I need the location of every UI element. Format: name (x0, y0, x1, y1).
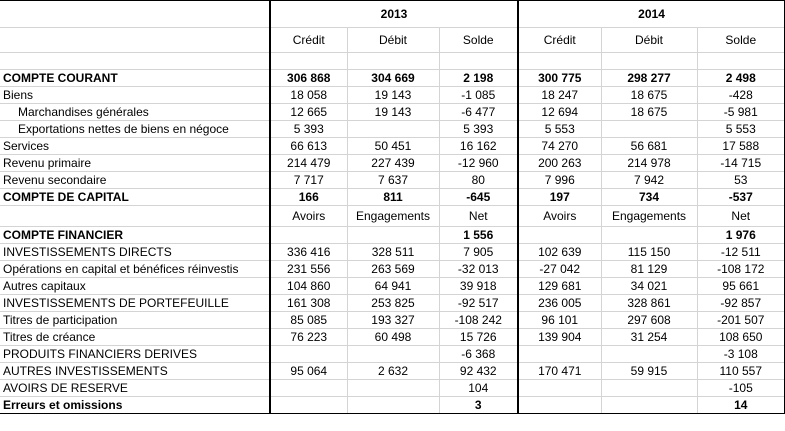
value-net-2014: -108 172 (697, 261, 785, 278)
value-net-2014: -105 (697, 380, 785, 397)
value-credit-2014: 74 270 (518, 138, 601, 155)
row-label: INVESTISSEMENTS DIRECTS (0, 244, 270, 261)
column-header-engagements-2013: Engagements (347, 206, 439, 227)
row-label: Exportations nettes de biens en négoce (0, 121, 270, 138)
value-credit-2014: 12 694 (518, 104, 601, 121)
value-engagements-2013 (347, 346, 439, 363)
value-engagements-2014: 297 608 (601, 312, 697, 329)
value-debit-2013: 19 143 (347, 87, 439, 104)
value-net-2013: -108 242 (439, 312, 518, 329)
table-row (0, 70, 785, 87)
spacer-cell (270, 53, 347, 70)
spacer-cell (439, 53, 518, 70)
table-body (0, 1, 785, 414)
value-net-2014: 108 650 (697, 329, 785, 346)
value-engagements-2013: 253 825 (347, 295, 439, 312)
column-header-debit-2013: Débit (347, 28, 439, 53)
value-net-2013: 1 556 (439, 227, 518, 244)
value-engagements-2013 (347, 380, 439, 397)
financial-header-label-cell (0, 206, 270, 227)
table-row (0, 346, 785, 363)
empty-cell (518, 227, 601, 244)
empty-cell (270, 227, 347, 244)
table-row (0, 87, 785, 104)
value-avoirs-2013 (270, 346, 347, 363)
row-label: Autres capitaux (0, 278, 270, 295)
value-engagements-2013: 64 941 (347, 278, 439, 295)
value-avoirs-2013 (270, 380, 347, 397)
value-engagements-2014 (601, 346, 697, 363)
column-header-credit-2013: Crédit (270, 28, 347, 53)
value-solde-2013: 2 198 (439, 70, 518, 87)
empty-cell (601, 227, 697, 244)
value-avoirs-2013: 336 416 (270, 244, 347, 261)
value-avoirs-2014: 236 005 (518, 295, 601, 312)
value-credit-2013: 66 613 (270, 138, 347, 155)
value-avoirs-2013: 95 064 (270, 363, 347, 380)
column-header-debit-2014: Débit (601, 28, 697, 53)
value-engagements-2014 (601, 380, 697, 397)
value-credit-2013: 214 479 (270, 155, 347, 172)
value-credit-2014: 7 996 (518, 172, 601, 189)
corner-cell (0, 1, 270, 28)
value-solde-2014: 17 588 (697, 138, 785, 155)
spacer-cell (0, 53, 270, 70)
table-row (0, 189, 785, 206)
value-credit-2013: 306 868 (270, 70, 347, 87)
value-avoirs-2014 (518, 397, 601, 414)
column-header-credit-2014: Crédit (518, 28, 601, 53)
row-label: COMPTE DE CAPITAL (0, 189, 270, 206)
value-avoirs-2013: 85 085 (270, 312, 347, 329)
value-credit-2013: 5 393 (270, 121, 347, 138)
row-label: PRODUITS FINANCIERS DERIVES (0, 346, 270, 363)
value-debit-2013: 7 637 (347, 172, 439, 189)
table-row (0, 397, 785, 414)
value-solde-2013: -12 960 (439, 155, 518, 172)
value-debit-2013: 50 451 (347, 138, 439, 155)
value-engagements-2013: 2 632 (347, 363, 439, 380)
value-credit-2014: 18 247 (518, 87, 601, 104)
year-header-2014: 2014 (518, 1, 785, 28)
row-label: AUTRES INVESTISSEMENTS (0, 363, 270, 380)
value-net-2013: -92 517 (439, 295, 518, 312)
value-credit-2013: 7 717 (270, 172, 347, 189)
column-header-net-2014: Net (697, 206, 785, 227)
value-engagements-2014: 31 254 (601, 329, 697, 346)
value-solde-2014: 53 (697, 172, 785, 189)
table-row (0, 278, 785, 295)
value-engagements-2014: 34 021 (601, 278, 697, 295)
row-label: Titres de participation (0, 312, 270, 329)
value-debit-2013: 19 143 (347, 104, 439, 121)
year-header-row (0, 1, 785, 28)
value-credit-2013: 18 058 (270, 87, 347, 104)
table-row (0, 155, 785, 172)
row-label: Marchandises générales (0, 104, 270, 121)
value-avoirs-2014 (518, 380, 601, 397)
value-debit-2013: 227 439 (347, 155, 439, 172)
value-net-2013: 15 726 (439, 329, 518, 346)
value-net-2013: 7 905 (439, 244, 518, 261)
value-solde-2013: 80 (439, 172, 518, 189)
value-solde-2014: 2 498 (697, 70, 785, 87)
row-label: INVESTISSEMENTS DE PORTEFEUILLE (0, 295, 270, 312)
table-row (0, 244, 785, 261)
year-header-2013: 2013 (270, 1, 518, 28)
value-net-2014: 1 976 (697, 227, 785, 244)
table-row (0, 172, 785, 189)
value-debit-2014: 18 675 (601, 87, 697, 104)
value-debit-2013: 811 (347, 189, 439, 206)
value-net-2014: -3 108 (697, 346, 785, 363)
spacer-row (0, 53, 785, 70)
value-avoirs-2013: 231 556 (270, 261, 347, 278)
value-engagements-2013: 60 498 (347, 329, 439, 346)
table-row (0, 329, 785, 346)
table-row (0, 295, 785, 312)
value-net-2014: 14 (697, 397, 785, 414)
row-label: Revenu primaire (0, 155, 270, 172)
value-avoirs-2013: 104 860 (270, 278, 347, 295)
value-solde-2014: -5 981 (697, 104, 785, 121)
value-engagements-2014: 115 150 (601, 244, 697, 261)
column-header-label-cell (0, 28, 270, 53)
value-net-2013: -6 368 (439, 346, 518, 363)
value-debit-2014 (601, 121, 697, 138)
value-engagements-2013: 263 569 (347, 261, 439, 278)
value-net-2014: 95 661 (697, 278, 785, 295)
value-debit-2014: 56 681 (601, 138, 697, 155)
value-debit-2014: 7 942 (601, 172, 697, 189)
row-label: Titres de créance (0, 329, 270, 346)
value-net-2013: 3 (439, 397, 518, 414)
value-debit-2014: 734 (601, 189, 697, 206)
value-solde-2014: -14 715 (697, 155, 785, 172)
value-net-2014: -12 511 (697, 244, 785, 261)
value-avoirs-2014: 139 904 (518, 329, 601, 346)
value-solde-2014: 5 553 (697, 121, 785, 138)
column-header-avoirs-2013: Avoirs (270, 206, 347, 227)
value-solde-2014: -428 (697, 87, 785, 104)
value-net-2014: 110 557 (697, 363, 785, 380)
row-label: COMPTE FINANCIER (0, 227, 270, 244)
value-credit-2014: 200 263 (518, 155, 601, 172)
value-solde-2013: -1 085 (439, 87, 518, 104)
column-header-row (0, 28, 785, 53)
column-header-avoirs-2014: Avoirs (518, 206, 601, 227)
value-solde-2014: -537 (697, 189, 785, 206)
spacer-cell (697, 53, 785, 70)
row-label: Erreurs et omissions (0, 397, 270, 414)
row-label: COMPTE COURANT (0, 70, 270, 87)
value-solde-2013: 5 393 (439, 121, 518, 138)
value-avoirs-2014: 129 681 (518, 278, 601, 295)
value-avoirs-2014: 102 639 (518, 244, 601, 261)
value-net-2014: -92 857 (697, 295, 785, 312)
row-label: Opérations en capital et bénéfices réinvestis (0, 261, 270, 278)
row-label: AVOIRS DE RESERVE (0, 380, 270, 397)
spacer-cell (518, 53, 601, 70)
value-solde-2013: -6 477 (439, 104, 518, 121)
value-credit-2014: 300 775 (518, 70, 601, 87)
value-avoirs-2014: -27 042 (518, 261, 601, 278)
value-engagements-2014: 59 915 (601, 363, 697, 380)
value-net-2013: -32 013 (439, 261, 518, 278)
table-row (0, 138, 785, 155)
empty-cell (347, 227, 439, 244)
value-engagements-2013 (347, 397, 439, 414)
value-debit-2013: 304 669 (347, 70, 439, 87)
spacer-cell (347, 53, 439, 70)
table-row (0, 363, 785, 380)
value-avoirs-2014: 96 101 (518, 312, 601, 329)
table-row (0, 380, 785, 397)
row-label: Revenu secondaire (0, 172, 270, 189)
value-credit-2013: 12 665 (270, 104, 347, 121)
value-net-2013: 92 432 (439, 363, 518, 380)
value-solde-2013: -645 (439, 189, 518, 206)
value-debit-2014: 18 675 (601, 104, 697, 121)
value-avoirs-2013 (270, 397, 347, 414)
value-credit-2014: 197 (518, 189, 601, 206)
value-avoirs-2013: 161 308 (270, 295, 347, 312)
value-avoirs-2013: 76 223 (270, 329, 347, 346)
column-header-solde-2013: Solde (439, 28, 518, 53)
financial-title-row (0, 227, 785, 244)
value-debit-2014: 214 978 (601, 155, 697, 172)
value-debit-2014: 298 277 (601, 70, 697, 87)
value-engagements-2013: 328 511 (347, 244, 439, 261)
value-engagements-2014: 81 129 (601, 261, 697, 278)
value-credit-2013: 166 (270, 189, 347, 206)
value-avoirs-2014: 170 471 (518, 363, 601, 380)
value-engagements-2014 (601, 397, 697, 414)
spacer-cell (601, 53, 697, 70)
value-debit-2013 (347, 121, 439, 138)
row-label: Biens (0, 87, 270, 104)
value-net-2013: 104 (439, 380, 518, 397)
value-credit-2014: 5 553 (518, 121, 601, 138)
value-engagements-2013: 193 327 (347, 312, 439, 329)
value-engagements-2014: 328 861 (601, 295, 697, 312)
value-net-2014: -201 507 (697, 312, 785, 329)
table-row (0, 104, 785, 121)
table-row (0, 261, 785, 278)
column-header-net-2013: Net (439, 206, 518, 227)
value-net-2013: 39 918 (439, 278, 518, 295)
table-row (0, 312, 785, 329)
column-header-solde-2014: Solde (697, 28, 785, 53)
row-label: Services (0, 138, 270, 155)
financial-header-row (0, 206, 785, 227)
column-header-engagements-2014: Engagements (601, 206, 697, 227)
value-solde-2013: 16 162 (439, 138, 518, 155)
table-row (0, 121, 785, 138)
value-avoirs-2014 (518, 346, 601, 363)
